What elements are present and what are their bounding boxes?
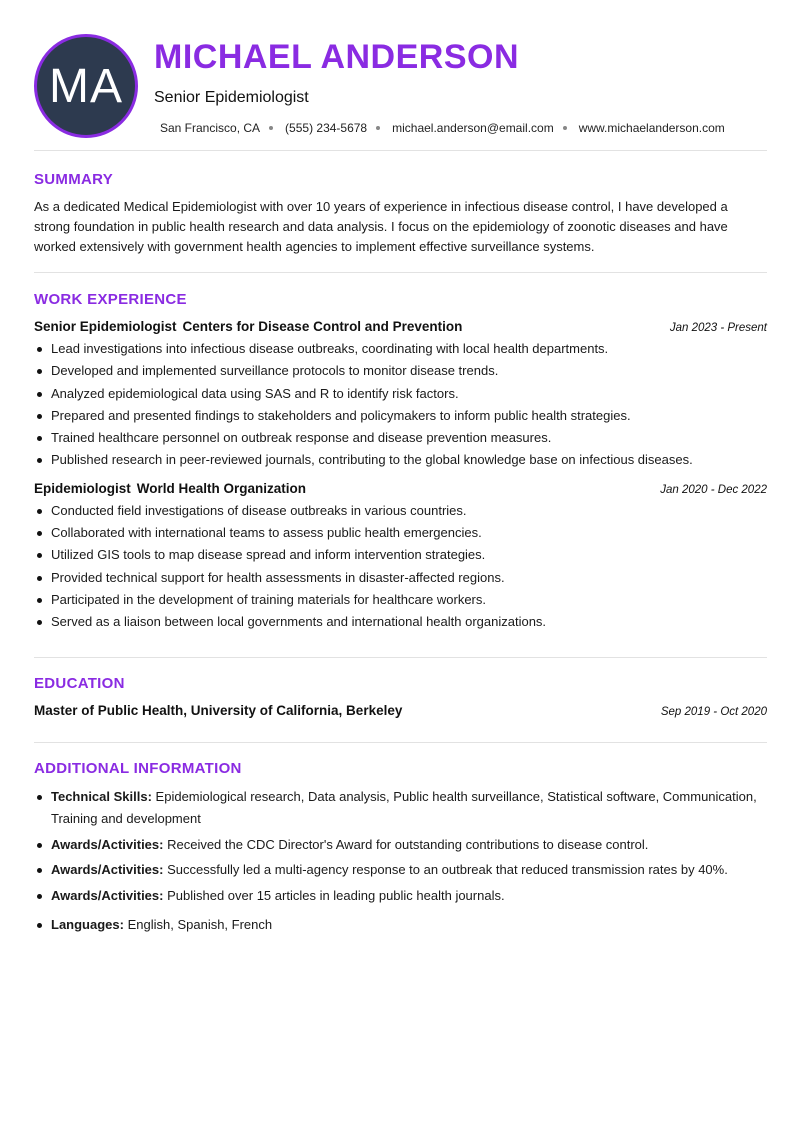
item-label: Languages: bbox=[51, 916, 124, 932]
item-label: Awards/Activities: bbox=[51, 888, 164, 904]
item-label: Awards/Activities: bbox=[51, 862, 164, 878]
job-dates: Jan 2023 - Present bbox=[669, 322, 767, 334]
job-dates: Jan 2020 - Dec 2022 bbox=[660, 483, 767, 496]
list-item bbox=[34, 859, 767, 881]
item-label: Awards/Activities: bbox=[51, 836, 164, 852]
list-item bbox=[34, 885, 767, 907]
section-heading-summary: SUMMARY bbox=[34, 171, 114, 188]
contact-website[interactable]: www.michaelanderson.com bbox=[578, 121, 725, 135]
list-item bbox=[34, 834, 767, 856]
section-heading-additional: ADDITIONAL INFORMATION bbox=[34, 759, 242, 777]
avatar-initials: MA bbox=[49, 59, 123, 113]
divider bbox=[34, 742, 767, 743]
list-item: Trained healthcare personnel on outbreak response and disease prevention measures. bbox=[34, 427, 767, 449]
list-item: Served as a liaison between local governments and international health organizations. bbox=[34, 611, 767, 633]
candidate-title: Senior Epidemiologist bbox=[154, 89, 309, 106]
list-item: Provided technical support for health assessments in disaster-affected regions. bbox=[34, 567, 767, 589]
item-text: Successfully led a multi-agency response to an outbreak that reduced transmission rates by 40%. bbox=[167, 862, 728, 878]
contact-location: San Francisco, CA bbox=[160, 121, 261, 135]
item-label: Technical Skills: bbox=[51, 788, 152, 804]
resume-header bbox=[34, 34, 767, 150]
section-heading-work: WORK EXPERIENCE bbox=[34, 291, 187, 308]
list-item: Collaborated with international teams to assess public health emergencies. bbox=[34, 522, 767, 544]
item-text: Published over 15 articles in leading public health journals. bbox=[167, 888, 505, 904]
education-section bbox=[34, 675, 767, 718]
job-organization: World Health Organization bbox=[136, 480, 307, 496]
avatar bbox=[34, 34, 138, 138]
job-organization: Centers for Disease Control and Prevention bbox=[182, 319, 463, 334]
list-item bbox=[34, 786, 767, 831]
divider bbox=[34, 150, 767, 151]
separator-dot-icon bbox=[269, 126, 273, 130]
section-heading-education: EDUCATION bbox=[34, 674, 125, 692]
item-text: English, Spanish, French bbox=[127, 916, 273, 932]
divider bbox=[34, 272, 767, 273]
education-entry bbox=[34, 703, 767, 718]
job-role: Senior Epidemiologist bbox=[34, 319, 177, 334]
job-entry bbox=[34, 319, 767, 472]
job-header bbox=[34, 319, 767, 334]
summary-text: As a dedicated Medical Epidemiologist with over 10 years of experience in infectious disease control, I have developed a strong foundation in public health research and data analysis. I focus on the epidemiology of zoonotic diseases and have worked extensively with government health agencies to implement effective surveillance systems. bbox=[34, 199, 728, 254]
list-item bbox=[34, 914, 767, 936]
job-title bbox=[34, 319, 462, 334]
divider bbox=[34, 657, 767, 658]
contact-info bbox=[160, 121, 725, 135]
separator-dot-icon bbox=[376, 126, 380, 130]
separator-dot-icon bbox=[563, 126, 567, 130]
work-section bbox=[34, 291, 767, 634]
job-header bbox=[34, 481, 767, 496]
job-title bbox=[34, 481, 306, 496]
job-bullets bbox=[34, 500, 767, 634]
summary-section bbox=[34, 171, 767, 257]
list-item: Lead investigations into infectious disease outbreaks, coordinating with local health departments. bbox=[34, 338, 767, 360]
additional-section bbox=[34, 760, 767, 936]
job-entry bbox=[34, 481, 767, 634]
resume-page bbox=[34, 34, 767, 939]
item-text: Epidemiological research, Data analysis, Public health surveillance, Statistical software, Communication, Training and development bbox=[51, 788, 757, 826]
job-bullets bbox=[34, 338, 767, 472]
additional-list bbox=[34, 786, 767, 936]
list-item: Conducted field investigations of disease outbreaks in various countries. bbox=[34, 500, 767, 522]
education-degree: Master of Public Health, University of California, Berkeley bbox=[34, 702, 403, 718]
contact-email[interactable]: michael.anderson@email.com bbox=[392, 121, 554, 135]
item-text: Received the CDC Director's Award for outstanding contributions to disease control. bbox=[167, 836, 649, 852]
list-item: Developed and implemented surveillance protocols to monitor disease trends. bbox=[34, 360, 767, 382]
list-item: Analyzed epidemiological data using SAS and R to identify risk factors. bbox=[34, 383, 767, 405]
list-item: Prepared and presented findings to stakeholders and policymakers to inform public health strategies. bbox=[34, 405, 767, 427]
candidate-name: MICHAEL ANDERSON bbox=[154, 38, 520, 76]
list-item: Published research in peer-reviewed journals, contributing to the global knowledge base on infectious diseases. bbox=[34, 449, 767, 471]
list-item: Participated in the development of training materials for healthcare workers. bbox=[34, 589, 767, 611]
job-role: Epidemiologist bbox=[34, 480, 131, 496]
contact-phone: (555) 234-5678 bbox=[285, 121, 368, 135]
education-dates: Sep 2019 - Oct 2020 bbox=[660, 705, 767, 718]
list-item: Utilized GIS tools to map disease spread and inform intervention strategies. bbox=[34, 544, 767, 566]
